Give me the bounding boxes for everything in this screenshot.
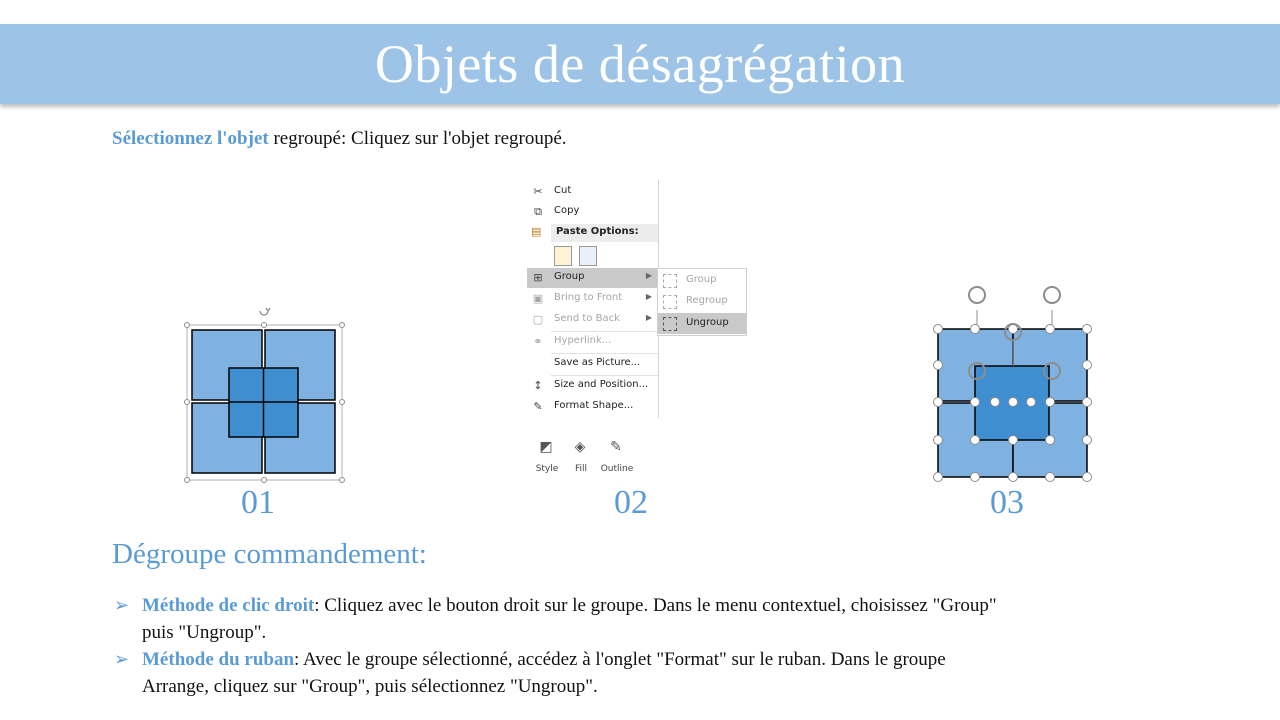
paste-option-picture-icon[interactable] [579,246,597,266]
menu-item-format-shape[interactable]: ✎ Format Shape... [527,397,658,417]
rotate-handle-icon [260,308,270,315]
menu-item-group[interactable]: ⊞ Group ▶ [527,268,658,288]
step-number: 01 [241,484,275,521]
scissors-icon: ✂ [533,185,543,198]
format-shape-icon: ✎ [533,400,543,413]
figure-ungrouped-shapes[interactable] [925,280,1101,490]
submenu-item-regroup[interactable]: Regroup [658,291,746,312]
arrow-bullet-icon: ➢ [114,649,130,670]
bring-to-front-icon: ▣ [532,292,544,305]
menu-item-send-to-back[interactable]: ▢ Send to Back ▶ [532,313,652,326]
group-icon: ⊞ [533,271,543,284]
menu-item-bring-to-front[interactable]: ▣ Bring to Front ▶ [532,292,652,305]
paste-options-header: Paste Options: [551,224,658,242]
ungroup-icon [663,317,677,331]
paste-option-keep-formatting-icon[interactable] [554,246,572,266]
style-button[interactable]: ◩ Style [535,439,559,474]
title-bar [0,24,1280,104]
section-title: Dégroupe commandement: [112,538,427,570]
submenu-item-ungroup[interactable]: Ungroup [658,313,746,334]
shape-style-icon: ◩ [539,439,553,455]
hyperlink-icon: ⚭ [533,335,543,348]
list-item [112,592,1012,646]
regroup-icon [663,295,677,309]
group-icon [663,274,677,288]
submenu-arrow-icon: ▶ [645,292,652,301]
paint-bucket-icon: ◈ [574,439,586,455]
step-number: 02 [614,484,648,521]
menu-item-hyperlink[interactable]: ⚭ Hyperlink... [527,332,658,352]
submenu-arrow-icon: ▶ [645,271,652,280]
bullet-lead: Méthode du ruban [142,649,295,670]
intro-body: regroupé: Cliquez sur l'objet regroupé. [268,128,567,149]
method-list [112,592,1012,700]
pen-outline-icon: ✎ [610,439,622,455]
list-item [112,646,1012,700]
outline-button[interactable]: ✎ Outline [600,439,634,474]
bullet-text: : Avec le groupe sélectionné, accédez à l'onglet "Format" sur le ruban. Dans le groupe Arrange, cliquez sur "Group", puis sélectionnez "Ungroup". [142,649,946,697]
intro-text [112,128,567,150]
menu-item-size-and-position[interactable]: ↕ Size and Position... [527,376,658,396]
copy-icon: ⧉ [534,205,542,218]
mini-toolbar [527,432,647,478]
bullet-lead: Méthode de clic droit [142,595,315,616]
arrow-bullet-icon: ➢ [114,595,130,616]
figure-grouped-shape[interactable] [180,302,350,488]
submenu-arrow-icon: ▶ [645,313,652,322]
send-to-back-icon: ▢ [532,313,544,326]
fill-button[interactable]: ◈ Fill [563,432,599,478]
menu-item-save-as-picture[interactable]: Save as Picture... [554,357,641,368]
submenu-item-group[interactable]: Group [658,270,746,291]
context-menu [527,180,659,418]
intro-lead: Sélectionnez l'objet [112,128,269,149]
size-position-icon: ↕ [533,379,543,392]
group-submenu [657,268,747,336]
menu-item-copy[interactable]: ⧉ Copy [527,202,658,222]
slide-title: Objets de désagrégation [374,34,906,94]
step-number: 03 [990,484,1024,521]
menu-item-cut[interactable]: ✂ Cut [527,182,658,202]
paste-icon: ▤ [531,225,542,238]
bullet-text: : Cliquez avec le bouton droit sur le groupe. Dans le menu contextuel, choisissez "Group" puis "Ungroup". [142,595,997,643]
